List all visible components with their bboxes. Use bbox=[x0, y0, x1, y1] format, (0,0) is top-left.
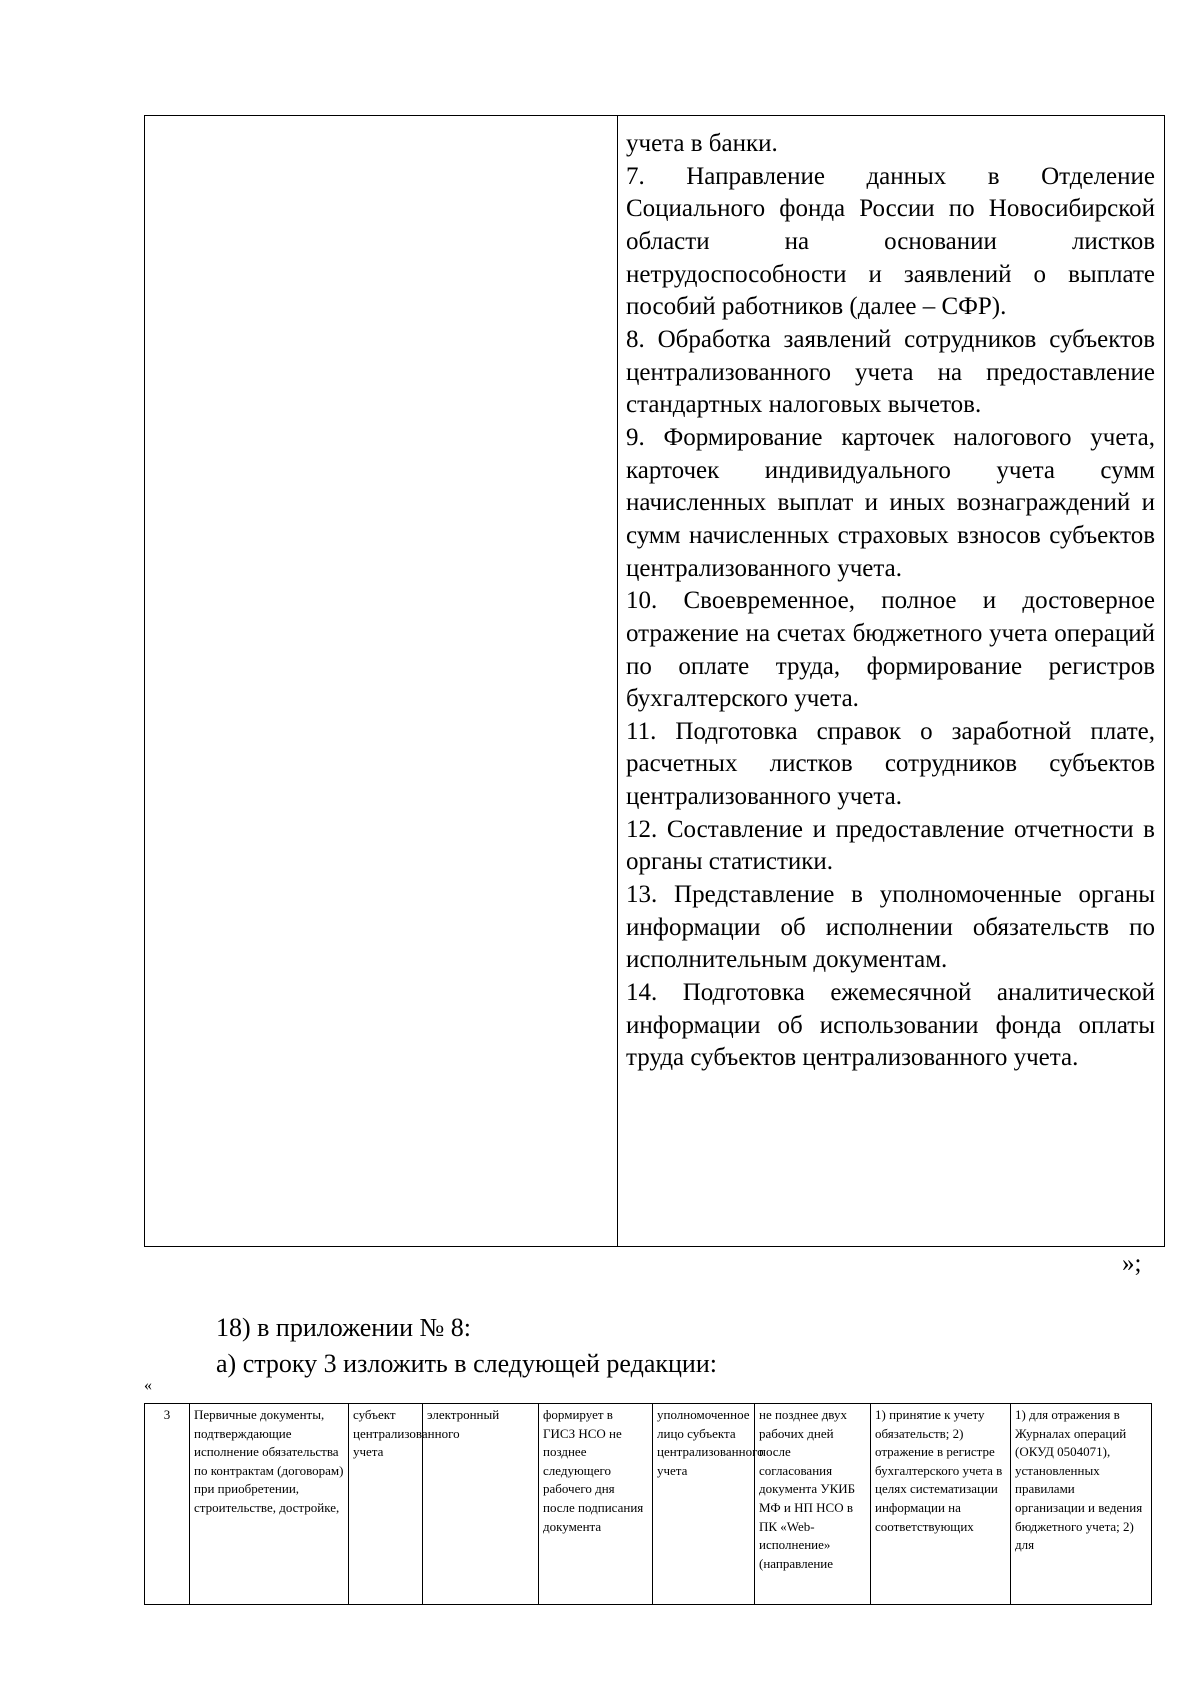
table-cell-left bbox=[145, 116, 618, 1246]
list-item: 11. Подготовка справок о заработной плате, расчетных листков сотрудников субъектов централизованного учета. bbox=[626, 717, 1155, 811]
continued-table bbox=[144, 115, 1165, 1247]
formation-deadline-cell: формирует в ГИСЗ НСО не позднее следующего рабочего дня после подписания документа bbox=[539, 1404, 653, 1605]
list-item: 7. Направление данных в Отделение Социального фонда России по Новосибирской области на основании листков нетрудоспособности и заявлений о выплате пособий работников (далее – СФР). bbox=[626, 162, 1155, 321]
responsible-cell: уполномоченное лицо субъекта централизованного учета bbox=[653, 1404, 755, 1605]
list-item: 12. Составление и предоставление отчетности в органы статистики. bbox=[626, 815, 1155, 876]
closing-quote: »; bbox=[1122, 1250, 1142, 1277]
creator-cell: субъект централизованного учета bbox=[349, 1404, 423, 1605]
row-3-table bbox=[144, 1403, 1152, 1605]
purpose-cell: 1) принятие к учету обязательств; 2) отражение в регистре бухгалтерского учета в целях систематизации информации на соответствующих bbox=[871, 1404, 1011, 1605]
document-name-cell: Первичные документы, подтверждающие исполнение обязательства по контрактам (договорам) при приобретении, строительстве, достройке, bbox=[190, 1404, 349, 1605]
format-cell: электронный bbox=[423, 1404, 539, 1605]
table-cell-right bbox=[626, 128, 1155, 1075]
list-item: учета в банки. bbox=[626, 130, 778, 157]
instruction-line-2: а) строку 3 изложить в следующей редакции: bbox=[216, 1349, 717, 1378]
usage-cell: 1) для отражения в Журналах операций (ОКУД 0504071), установленных правилами организации и ведения бюджетного учета; 2) для bbox=[1011, 1404, 1152, 1605]
instruction-line-1: 18) в приложении № 8: bbox=[216, 1313, 472, 1342]
list-item: 8. Обработка заявлений сотрудников субъектов централизованного учета на предоставление стандартных налоговых вычетов. bbox=[626, 325, 1155, 419]
row-number-cell: 3 bbox=[145, 1404, 190, 1605]
list-item: 9. Формирование карточек налогового учета, карточек индивидуального учета сумм начисленных выплат и иных вознаграждений и сумм начисленных страховых взносов субъектов централизованного учета. bbox=[626, 423, 1155, 582]
table-row bbox=[145, 1404, 1152, 1605]
list-item: 14. Подготовка ежемесячной аналитической информации об использовании фонда оплаты труда субъектов централизованного учета. bbox=[626, 979, 1155, 1072]
list-item: 13. Представление в уполномоченные органы информации об исполнении обязательств по исполнительным документам. bbox=[626, 881, 1155, 974]
submission-deadline-cell: не позднее двух рабочих дней после согласования документа УКИБ МФ и НП НСО в ПК «Web-исполнение» (направление bbox=[755, 1404, 871, 1605]
list-item: 10. Своевременное, полное и достоверное отражение на счетах бюджетного учета операций по оплате труда, формирование регистров бухгалтерского учета. bbox=[626, 587, 1155, 713]
opening-quote: « bbox=[144, 1377, 152, 1394]
